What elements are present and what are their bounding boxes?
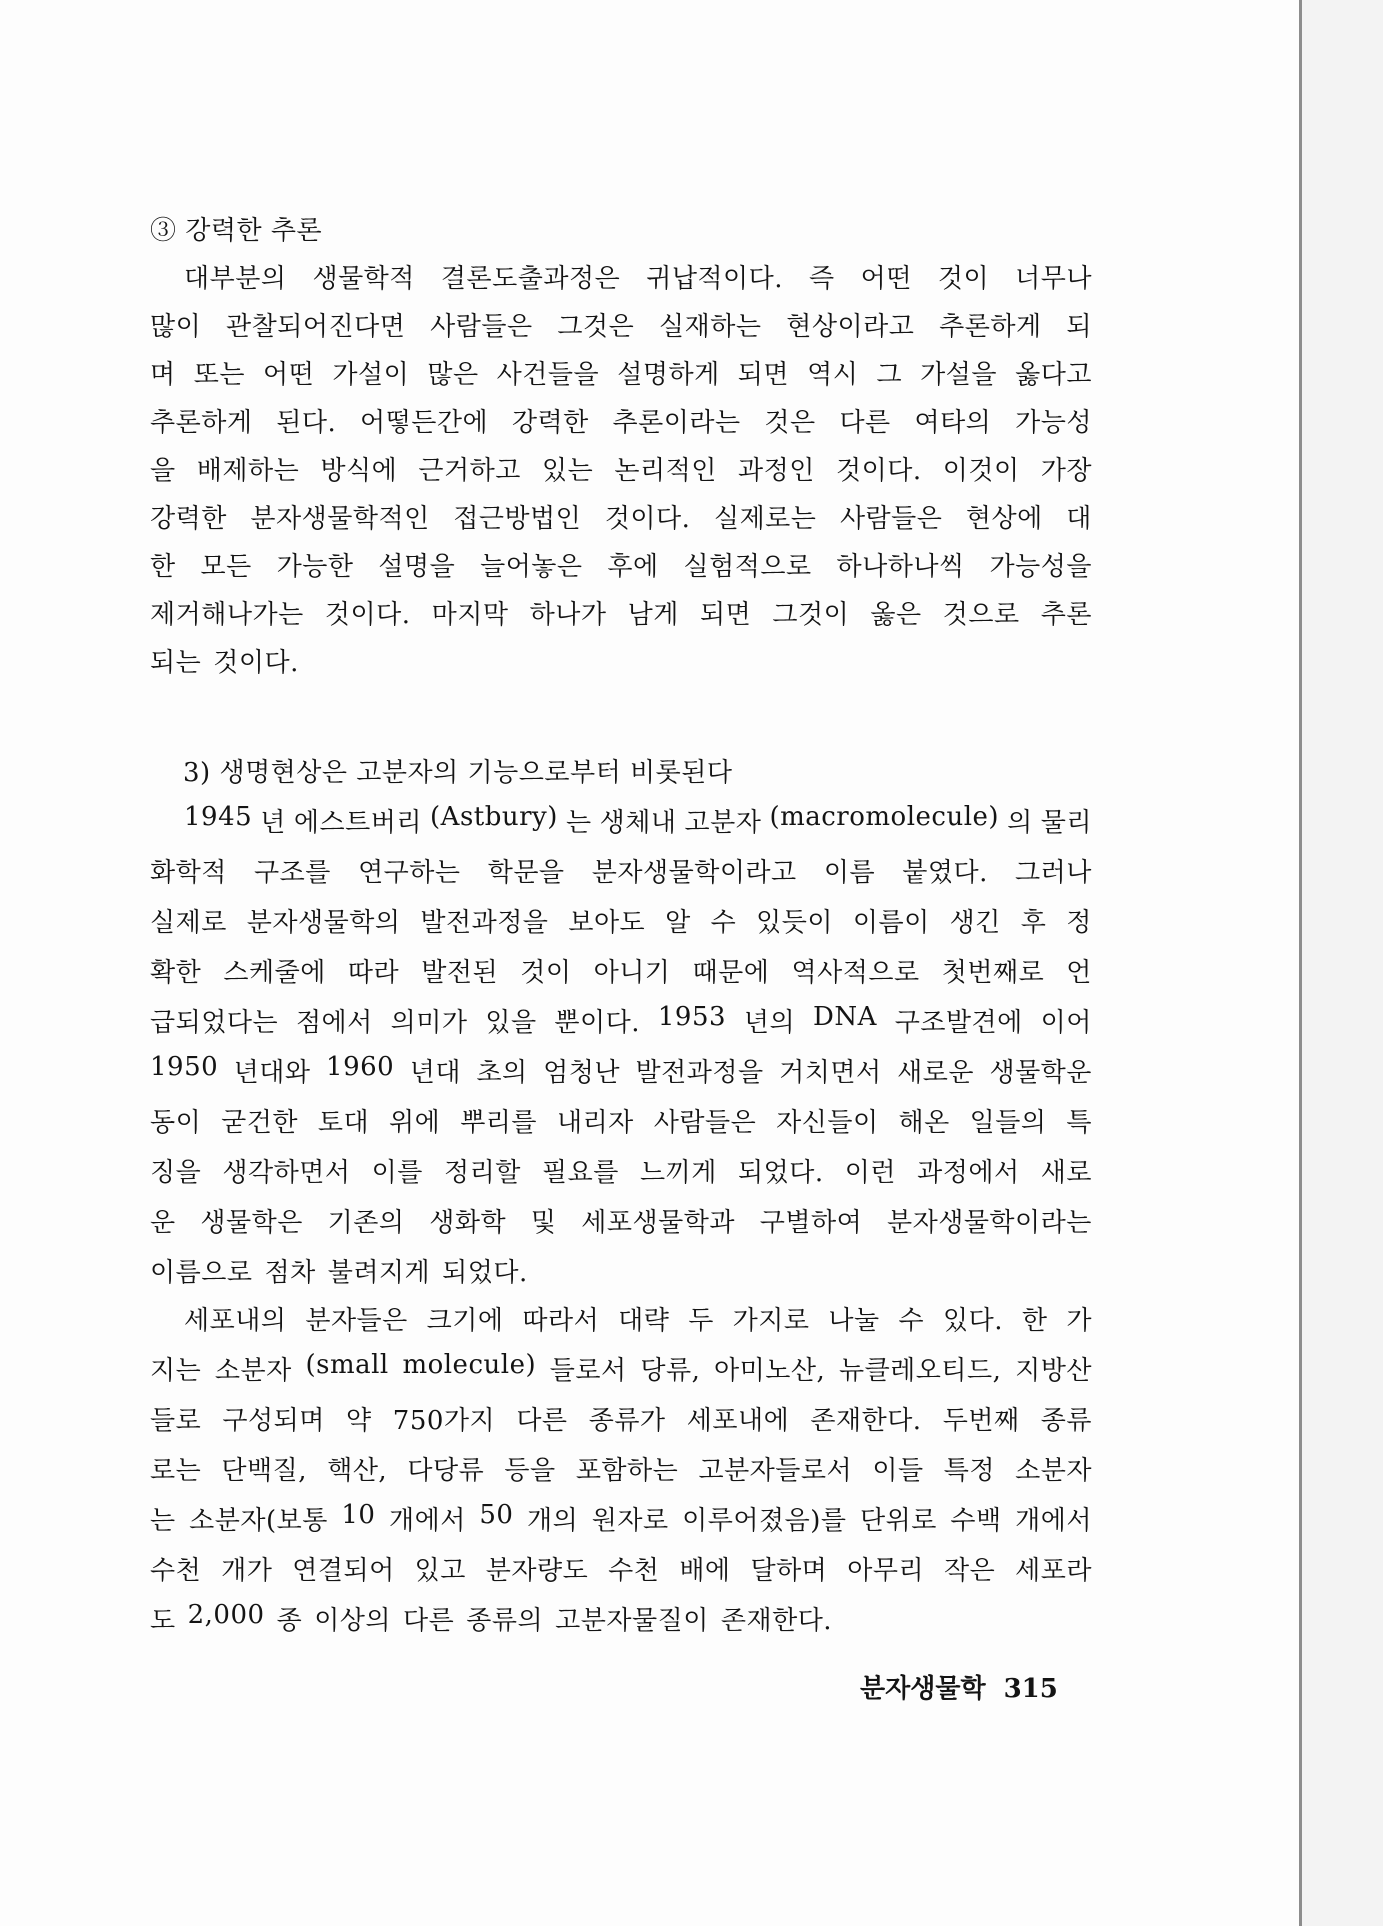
- word: 년대와: [233, 1058, 311, 1088]
- word: 가능성: [1015, 408, 1092, 438]
- word: 1950: [150, 1052, 219, 1082]
- word: 이상의: [314, 1606, 392, 1636]
- text-line: [150, 902, 1092, 939]
- word: 분자생물학의: [246, 908, 401, 938]
- word: 가능한: [276, 552, 354, 582]
- word: 고분자들로서: [698, 1456, 853, 1486]
- word: 고분자물질이: [555, 1606, 709, 1636]
- running-title: 분자생물학: [860, 1674, 986, 1704]
- text-line: [150, 1550, 1092, 1587]
- word: 스케줄에: [223, 958, 326, 988]
- word: 원자로: [591, 1506, 669, 1536]
- word: 고분자: [684, 808, 762, 838]
- word: 것은: [764, 408, 816, 438]
- word: 이루어졌음)를: [682, 1506, 847, 1536]
- word: 가장: [1040, 456, 1092, 486]
- word: 한: [1021, 1306, 1048, 1336]
- word: 그것은: [557, 312, 635, 342]
- word: 필요를: [541, 1158, 619, 1188]
- word: 있는: [541, 456, 594, 486]
- word: 설명하게: [617, 360, 720, 390]
- word: 확한: [150, 958, 202, 988]
- word: 다른: [839, 408, 891, 438]
- word: 종류가: [588, 1406, 666, 1436]
- word: 과정에서: [917, 1158, 1020, 1188]
- word: 되었다.: [442, 1258, 528, 1288]
- word: 포함하는: [575, 1456, 679, 1486]
- word: 분자생물학이라고: [591, 858, 797, 888]
- word: 발전된: [421, 958, 499, 988]
- word: 등을: [504, 1456, 556, 1486]
- word: 의미가: [390, 1008, 468, 1038]
- word: 급되었다는: [150, 1008, 279, 1038]
- word: 50: [479, 1500, 514, 1530]
- text-line: [150, 306, 1092, 343]
- word: 것이: [937, 264, 990, 294]
- word: 아무리: [847, 1556, 925, 1586]
- word: 가설이: [332, 360, 410, 390]
- word: 해온: [898, 1108, 950, 1138]
- section-heading-strong-inference: ③ 강력한 추론: [150, 216, 323, 246]
- word: 토대: [317, 1108, 370, 1138]
- word: 내리자: [556, 1108, 634, 1138]
- word: 생체내: [599, 808, 677, 838]
- word: 에스트버리: [293, 808, 422, 838]
- word: 귀납적이다.: [646, 264, 784, 294]
- word: 생화학: [429, 1208, 507, 1238]
- word: 다당류: [407, 1456, 485, 1486]
- word: 개에서: [1015, 1506, 1092, 1536]
- text-line: [150, 1202, 1092, 1239]
- word: 다른: [403, 1606, 455, 1636]
- word: 1945: [184, 802, 253, 832]
- word: 이를: [371, 1158, 423, 1188]
- text-line: [150, 354, 1092, 391]
- word: 징을: [150, 1158, 202, 1188]
- word: 물리: [1040, 808, 1092, 838]
- word: 대략: [618, 1306, 670, 1336]
- word: 하나가: [529, 600, 607, 630]
- word: 강력한: [511, 408, 589, 438]
- word: 역사적으로: [791, 958, 920, 988]
- word: 는: [565, 808, 592, 838]
- word: 즉: [809, 264, 835, 294]
- word: 관찰되어진다면: [226, 312, 406, 342]
- word: 옳은: [870, 600, 922, 630]
- word: 2,000: [187, 1600, 265, 1630]
- text-line: [150, 802, 1092, 839]
- word: 며: [150, 360, 176, 390]
- word: 아미노산,: [714, 1356, 826, 1386]
- word: (macromolecule): [769, 802, 1000, 832]
- word: 제거해나가는: [150, 600, 304, 630]
- word: 종류: [1040, 1406, 1092, 1436]
- word: 두번째: [942, 1406, 1020, 1436]
- word: 알: [665, 908, 691, 938]
- word: 지는: [150, 1356, 202, 1386]
- text-line: [150, 1600, 1092, 1637]
- word: 뉴클레오티드,: [838, 1356, 1002, 1386]
- word: 그것이: [772, 600, 850, 630]
- word: 어떤: [263, 360, 315, 390]
- text-line: [150, 546, 1092, 583]
- word: 새로: [1040, 1158, 1092, 1188]
- word: 을: [150, 456, 176, 486]
- word: 생각하면서: [222, 1158, 351, 1188]
- word: 역시: [807, 360, 859, 390]
- word: 추론하게: [150, 408, 253, 438]
- word: 엄청난: [543, 1058, 621, 1088]
- word: 것이다.: [604, 504, 691, 534]
- word: 당류,: [640, 1356, 701, 1386]
- word: 따라서: [522, 1306, 600, 1336]
- text-line: [150, 642, 1092, 679]
- word: 실험적으로: [683, 552, 812, 582]
- word: 이런: [844, 1158, 896, 1188]
- word: 첫번째로: [941, 958, 1045, 988]
- word: 너무나: [1015, 264, 1092, 294]
- word: 있다.: [942, 1306, 1003, 1336]
- word: 점에서: [295, 1008, 373, 1038]
- word: 연구하는: [358, 858, 461, 888]
- word: 배에: [679, 1556, 731, 1586]
- word: 세포생물학과: [581, 1208, 735, 1238]
- word: 많은: [427, 360, 479, 390]
- word: 도: [150, 1606, 176, 1636]
- word: 분자생물학적인: [250, 504, 430, 534]
- word: 어떤: [860, 264, 912, 294]
- word: 남게: [627, 600, 679, 630]
- word: 있고: [414, 1556, 466, 1586]
- word: 동이: [150, 1108, 202, 1138]
- word: 보아도: [568, 908, 646, 938]
- text-line: [150, 594, 1092, 631]
- word: 굳건한: [221, 1108, 298, 1138]
- text-line: [150, 1450, 1092, 1487]
- word: 개에서: [389, 1506, 466, 1536]
- text-line: [150, 450, 1092, 487]
- word: 추론: [1040, 600, 1092, 630]
- word: 그: [876, 360, 903, 390]
- word: 과정인: [737, 456, 815, 486]
- word: 이어: [1040, 1008, 1092, 1038]
- word: 되면: [737, 360, 790, 390]
- word: 것이: [520, 958, 572, 988]
- word: 화학적: [150, 858, 227, 888]
- word: 현상이라고: [786, 312, 915, 342]
- word: 지방산: [1015, 1356, 1092, 1386]
- word: 로는: [150, 1456, 202, 1486]
- word: 것이다.: [213, 648, 299, 678]
- word: 그러나: [1015, 858, 1092, 888]
- word: 것이다.: [835, 456, 922, 486]
- word: 생물학적: [312, 264, 415, 294]
- text-line: [150, 1350, 1092, 1387]
- word: 약: [346, 1406, 372, 1436]
- word: 되면: [699, 600, 752, 630]
- word: 년대: [409, 1058, 461, 1088]
- word: 어떻든간에: [360, 408, 489, 438]
- text-line: [150, 952, 1092, 989]
- word: 운: [150, 1208, 176, 1238]
- word: 1960: [326, 1052, 395, 1082]
- word: 수: [898, 1306, 925, 1336]
- word: 연결되어: [292, 1556, 395, 1586]
- word: 가설을: [920, 360, 998, 390]
- text-line: [150, 1052, 1092, 1089]
- word: 나눌: [828, 1306, 880, 1336]
- text-line: [150, 1152, 1092, 1189]
- word: 크기에: [426, 1306, 504, 1336]
- word: 소분자: [1015, 1456, 1092, 1486]
- word: 1953: [657, 1002, 727, 1032]
- word: 또는: [193, 360, 245, 390]
- word: 실재하는: [659, 312, 762, 342]
- word: 년: [260, 808, 286, 838]
- word: 발전과정을: [420, 908, 549, 938]
- word: 사람들은: [653, 1108, 757, 1138]
- section-heading-macromolecules: 3) 생명현상은 고분자의 기능으로부터 비롯된다: [183, 758, 733, 788]
- word: 있듯이: [756, 908, 833, 938]
- word: 이것이: [942, 456, 1020, 486]
- word: 핵산,: [327, 1456, 388, 1486]
- word: 가지로: [732, 1306, 810, 1336]
- word: DNA: [812, 1002, 877, 1032]
- word: 분자생물학이라는: [886, 1208, 1092, 1238]
- viewer-background: [1302, 0, 1383, 1926]
- word: 발전과정을: [635, 1058, 764, 1088]
- word: 대: [1066, 504, 1092, 534]
- word: 작은: [943, 1556, 996, 1586]
- word: 추론이라는: [612, 408, 741, 438]
- word: 수: [710, 908, 737, 938]
- word: 되었다.: [737, 1158, 824, 1188]
- word: 소분자(보통: [189, 1506, 328, 1536]
- word: 배제하는: [196, 456, 300, 486]
- text-line: [150, 1252, 1092, 1289]
- word: 느끼게: [639, 1158, 717, 1188]
- word: 단위로: [859, 1506, 937, 1536]
- word: 후에: [607, 552, 659, 582]
- word: 추론하게: [939, 312, 1042, 342]
- text-line: [150, 1500, 1092, 1537]
- word: 후: [1020, 908, 1047, 938]
- word: 생긴: [949, 908, 1001, 938]
- word: 구조를: [254, 858, 331, 888]
- word: 점차: [264, 1258, 316, 1288]
- word: 하나하나씩: [836, 552, 965, 582]
- word: 거치면서: [779, 1058, 882, 1088]
- word: 구성되며: [222, 1406, 325, 1436]
- word: 늘어놓은: [480, 552, 583, 582]
- word: 사람들은: [430, 312, 533, 342]
- word: 기존의: [327, 1208, 405, 1238]
- word: 이름: [823, 858, 876, 888]
- word: 아니기: [593, 958, 671, 988]
- word: 들로: [150, 1406, 202, 1436]
- word: 의: [1007, 808, 1033, 838]
- word: 수백: [950, 1506, 1002, 1536]
- word: 특: [1066, 1108, 1092, 1138]
- word: 강력한: [150, 504, 227, 534]
- text-line: [150, 258, 1092, 295]
- text-line: [150, 1400, 1092, 1437]
- word: 접근방법인: [453, 504, 582, 534]
- word: 분자들은: [305, 1306, 408, 1336]
- word: 종: [276, 1606, 303, 1636]
- word: 소분자: [214, 1356, 292, 1386]
- word: 것이다.: [324, 600, 411, 630]
- word: 뿐이다.: [554, 1008, 641, 1038]
- word: 구별하여: [759, 1208, 863, 1238]
- word: 옳다고: [1015, 360, 1092, 390]
- word: 학문을: [487, 858, 565, 888]
- word: 단백질,: [221, 1456, 308, 1486]
- word: 설명을: [378, 552, 456, 582]
- word: 마지막: [431, 600, 509, 630]
- word: 되: [1066, 312, 1092, 342]
- word: 가: [1066, 1306, 1092, 1336]
- word: 있을: [485, 1008, 537, 1038]
- word: 이들: [872, 1456, 924, 1486]
- word: 사람들은: [839, 504, 943, 534]
- page-footer: [860, 1668, 1058, 1705]
- word: 수천: [150, 1556, 202, 1586]
- word: 존재한다.: [720, 1606, 833, 1636]
- word: (Astbury): [430, 802, 558, 832]
- word: 세포내에: [686, 1406, 790, 1436]
- word: 모든: [200, 552, 252, 582]
- word: 정리할: [443, 1158, 521, 1188]
- word: 된다.: [276, 408, 337, 438]
- word: 언: [1066, 958, 1092, 988]
- word: 많이: [150, 312, 202, 342]
- word: 개의: [526, 1506, 579, 1536]
- word: 것으로: [942, 600, 1020, 630]
- word: 가능성을: [989, 552, 1092, 582]
- word: 세포라: [1015, 1556, 1092, 1586]
- word: 초의: [476, 1058, 528, 1088]
- word: 다른: [516, 1406, 568, 1436]
- word: 붙였다.: [902, 858, 988, 888]
- word: 이름이: [852, 908, 930, 938]
- word: molecule): [402, 1350, 537, 1380]
- word: 따라: [347, 958, 400, 988]
- word: 뿌리를: [460, 1108, 538, 1138]
- word: 수천: [608, 1556, 660, 1586]
- word: 구조발견에: [894, 1008, 1023, 1038]
- word: (small: [305, 1350, 389, 1380]
- word: 분자량도: [485, 1556, 589, 1586]
- word: 결론도출과정은: [440, 264, 621, 294]
- word: 생물학은: [200, 1208, 303, 1238]
- word: 여타의: [914, 408, 992, 438]
- word: 대부분의: [184, 264, 287, 294]
- text-line: [150, 1002, 1092, 1039]
- word: 현상에: [965, 504, 1043, 534]
- word: 종류의: [466, 1606, 544, 1636]
- word: 생물학운: [989, 1058, 1092, 1088]
- text-line: [150, 402, 1092, 439]
- word: 위에: [389, 1108, 441, 1138]
- word: 및: [530, 1208, 557, 1238]
- word: 존재한다.: [810, 1406, 922, 1436]
- text-line: [150, 1102, 1092, 1139]
- word: 때문에: [692, 958, 770, 988]
- word: 10: [341, 1500, 376, 1530]
- word: 근거하고: [418, 456, 521, 486]
- word: 새로운: [897, 1058, 974, 1088]
- word: 한: [150, 552, 176, 582]
- word: 는: [150, 1506, 176, 1536]
- word: 특정: [943, 1456, 995, 1486]
- word: 들로서: [549, 1356, 627, 1386]
- word: 방식에: [320, 456, 398, 486]
- word: 사건들을: [496, 360, 600, 390]
- word: 되는: [150, 648, 202, 678]
- word: 불려지게: [327, 1258, 431, 1288]
- word: 일들의: [969, 1108, 1047, 1138]
- text-line: [150, 1300, 1092, 1337]
- word: 750가지: [392, 1406, 496, 1436]
- word: 실제로: [150, 908, 227, 938]
- word: 정: [1066, 908, 1092, 938]
- word: 자신들이: [776, 1108, 879, 1138]
- text-line: [150, 852, 1092, 889]
- page-number: 315: [1003, 1674, 1058, 1704]
- word: 두: [688, 1306, 714, 1336]
- word: 세포내의: [184, 1306, 287, 1336]
- word: 실제로는: [713, 504, 817, 534]
- word: 논리적인: [614, 456, 717, 486]
- text-line: [150, 498, 1092, 535]
- word: 이름으로: [150, 1258, 253, 1288]
- word: 달하며: [750, 1556, 828, 1586]
- word: 개가: [221, 1556, 273, 1586]
- word: 년의: [743, 1008, 796, 1038]
